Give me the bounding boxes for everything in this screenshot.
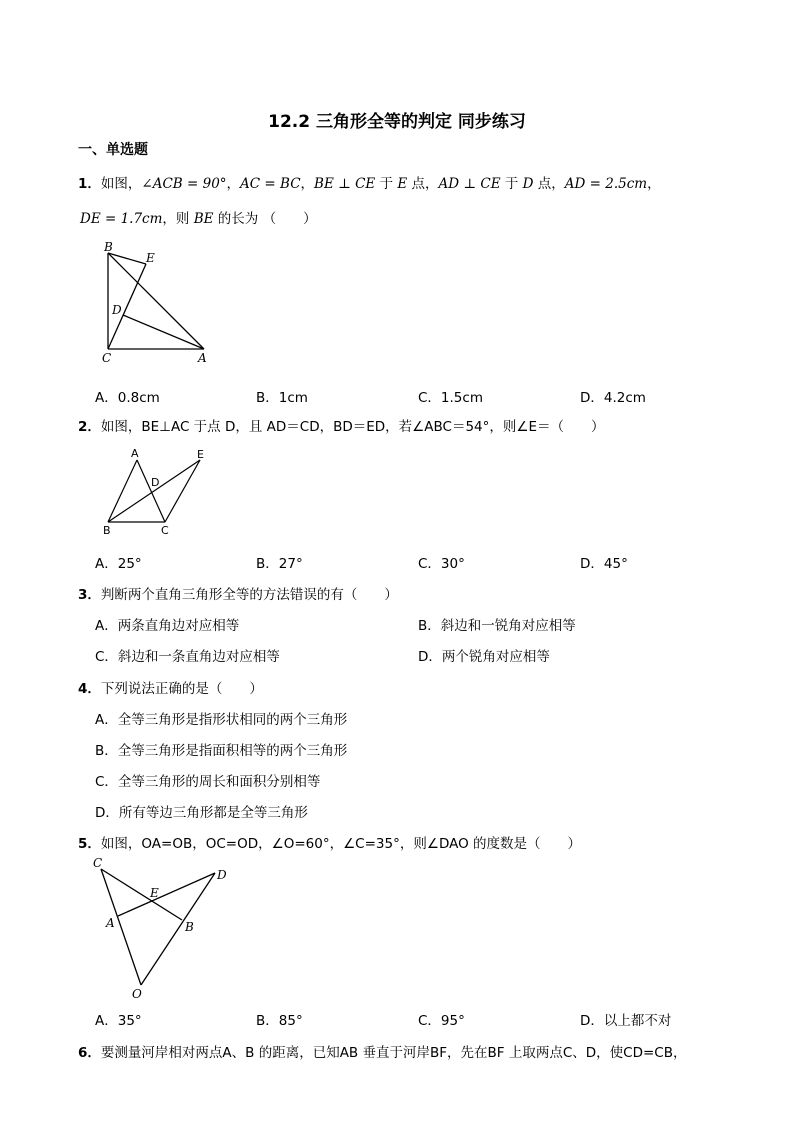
q1-text: 点， [407,176,439,192]
q1-option-b[interactable]: B．1cm [256,390,308,406]
question-text: 下列说法正确的是（ ） [100,681,263,697]
q1-math: D [522,176,534,192]
q4-option-a[interactable]: A．全等三角形是指形状相同的两个三角形 [95,712,348,728]
question-text: 要测量河岸相对两点A、B 的距离，已知AB 垂直于河岸BF，先在BF 上取两点C、D，使CD=CB， [100,1045,687,1061]
question-number: 5． [78,836,101,852]
label-C: C [161,524,169,537]
q1-text: ， [647,176,661,192]
q1-math: E [397,176,408,192]
q1-text: 如图， [100,176,142,192]
q3-option-b[interactable]: B．斜边和一锐角对应相等 [418,618,576,634]
q1-math: BE ⊥ CE [314,176,376,192]
q1-option-c[interactable]: C．1.5cm [418,390,483,406]
label-E: E [197,448,204,461]
q5-option-c[interactable]: C．95° [418,1013,465,1029]
q1-math: AD ⊥ CE [438,176,501,192]
label-E: E [150,886,159,900]
label-D: D [151,476,160,489]
q1-text: ， [226,176,241,192]
question-6 [78,1041,686,1061]
question-text: 判断两个直角三角形全等的方法错误的有（ ） [100,587,398,603]
q2-option-b[interactable]: B．27° [256,556,303,572]
q1-option-a[interactable]: A．0.8cm [95,390,160,406]
q5-option-a[interactable]: A．35° [95,1013,142,1029]
q1-math: ∠ACB = 90° [141,176,227,192]
question-text: 如图，BE⊥AC 于点 D，且 AD＝CD，BD＝ED，若∠ABC＝54°，则∠E＝（ ） [100,419,605,435]
label-E: E [146,251,155,265]
q5-option-d[interactable]: D．以上都不对 [580,1013,672,1029]
question-number: 4． [78,681,101,697]
section-heading: 一、单选题 [78,142,148,158]
q1-math: AC = BC [240,176,301,192]
q2-option-a[interactable]: A．25° [95,556,142,572]
q1-text: 于 [500,176,523,192]
question-text: 如图，OA=OB，OC=OD，∠O=60°，∠C=35°，则∠DAO 的度数是（ ） [100,836,582,852]
page-title: 12.2 三角形全等的判定 同步练习 [268,112,526,132]
q4-option-d[interactable]: D．所有等边三角形都是全等三角形 [95,805,308,821]
label-A: A [131,447,139,460]
question-number: 3． [78,587,101,603]
q2-option-d[interactable]: D．45° [580,556,628,572]
label-D: D [112,303,122,317]
q3-option-a[interactable]: A．两条直角边对应相等 [95,618,240,634]
label-A: A [106,916,115,930]
question-number: 1． [78,176,101,192]
q1-text: 于 [375,176,398,192]
q1-math: BE [193,211,214,227]
q1-math: AD = 2.5cm [564,176,648,192]
label-A: A [198,351,207,365]
q1-text: 的长为 （ ） [213,211,317,227]
label-C: C [102,351,112,365]
q5-option-b[interactable]: B．85° [256,1013,303,1029]
label-C: C [93,856,103,870]
q1-math: DE = 1.7cm [80,211,163,227]
q1-option-d[interactable]: D．4.2cm [580,390,646,406]
q4-option-c[interactable]: C．全等三角形的周长和面积分别相等 [95,774,321,790]
q1-text: 点， [533,176,565,192]
question-number: 2． [78,419,101,435]
label-B: B [104,240,113,254]
q1-text: ，则 [162,211,194,227]
q4-option-b[interactable]: B．全等三角形是指面积相等的两个三角形 [95,743,348,759]
q1-text: ， [300,176,315,192]
q3-option-d[interactable]: D．两个锐角对应相等 [418,649,550,665]
label-B: B [103,524,111,537]
label-B: B [185,920,194,934]
label-O: O [132,987,142,1001]
question-number: 6． [78,1045,101,1061]
q3-option-c[interactable]: C．斜边和一条直角边对应相等 [95,649,280,665]
label-D: D [217,868,227,882]
q2-option-c[interactable]: C．30° [418,556,465,572]
